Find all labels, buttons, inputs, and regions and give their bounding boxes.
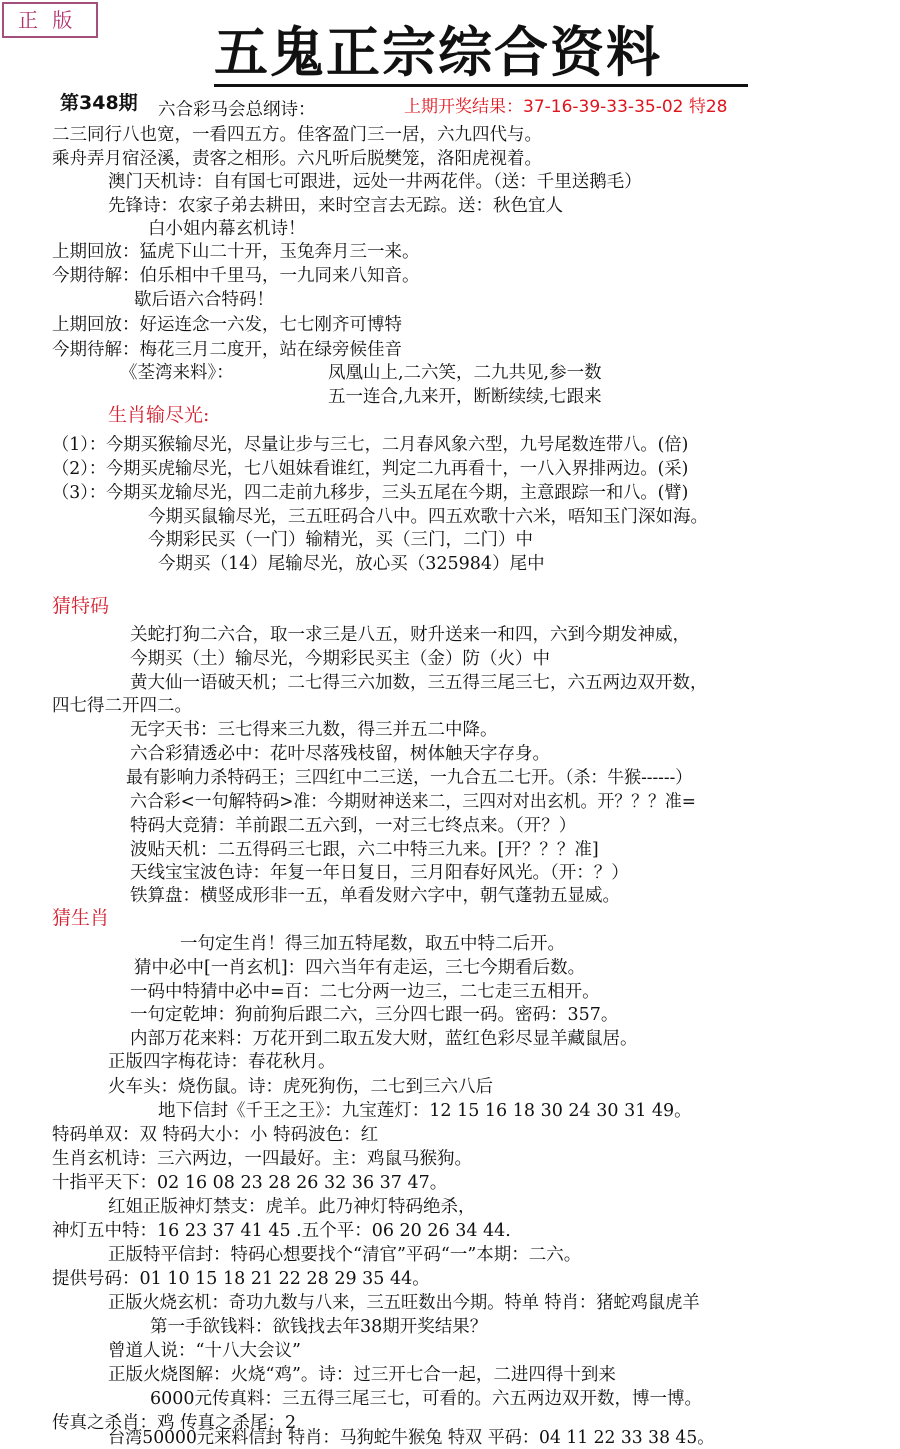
text-line: 六合彩<一句解特码>准：今期财神送来二，三四对对出玄机。开？？？准= [130, 792, 696, 812]
text-line: 今期买（土）输尽光，今期彩民买主（金）防（火）中 [130, 649, 550, 669]
text-line: 传真之杀肖：鸡 传真之杀尾：2 [52, 1413, 297, 1433]
text-line: 澳门天机诗：自有国七可跟进，远处一井两花伴。（送：千里送鹅毛） [108, 172, 642, 192]
text-line: 铁算盘：横竖成形非一五，单看发财六字中，朝气蓬勃五显威。 [130, 886, 620, 906]
text-line: 特码大竞猜：羊前跟二五六到，一对三七终点来。（开？） [130, 816, 577, 836]
text-line: 特码单双：双 特码大小：小 特码波色：红 [52, 1125, 379, 1145]
section-heading: 猜生肖 [52, 907, 110, 929]
text-line: 凤凰山上,二六笑，二九共见,参一数 [328, 363, 602, 383]
text-line: 内部万花来料：万花开到二取五发大财，蓝红色彩尽显羊藏鼠居。 [130, 1029, 638, 1049]
text-line: （2）：今期买虎输尽光，七八姐妹看谁红，判定二九再看十，一八入界排两边。(采) [52, 459, 689, 479]
section-heading: 生肖输尽光: [108, 404, 210, 426]
text-line: 十指平天下：02 16 08 23 28 26 32 36 37 47。 [52, 1173, 448, 1193]
issue-number: 第348期 [60, 92, 138, 114]
text-line: 今期买（14）尾输尽光，放心买（325984）尾中 [158, 554, 545, 574]
text-line: 乘舟弄月宿泾溪，责客之相形。六凡听后脱樊笼，洛阳虎视着。 [52, 149, 542, 169]
text-line: 今期待解：梅花三月二度开，站在绿旁候佳音 [52, 340, 402, 360]
text-line: 《荃湾来料》： [120, 363, 234, 383]
text-line: 猜中必中[一肖玄机]：四六当年有走运，三七今期看后数。 [134, 958, 586, 978]
text-line: 关蛇打狗二六合，取一求三是八五，财升送来一和四，六到今期发神威， [130, 625, 690, 645]
text-line: 正版火烧图解：火烧“鸡”。诗：过三开七合一起，二进四得十到来 [108, 1365, 616, 1385]
text-line: 曾道人说：“十八大会议” [108, 1341, 301, 1361]
text-line: 第一手欲钱料：欲钱找去年38期开奖结果？ [150, 1317, 488, 1337]
text-line: 正版四字梅花诗：春花秋月。 [108, 1052, 336, 1072]
section-heading: 猜特码 [52, 595, 110, 617]
text-line: 四七得二开四二。 [52, 696, 192, 716]
text-line: 无字天书：三七得来三九数，得三并五二中降。 [130, 720, 498, 740]
text-line: 六合彩猜透必中：花叶尽落残枝留，树体触天字存身。 [130, 744, 550, 764]
text-line: 火车头：烧伤鼠。诗：虎死狗伤，二七到三六八后 [108, 1077, 493, 1097]
text-line: 黄大仙一语破天机；二七得三六加数，三五得三尾三七，六五两边双开数， [130, 673, 708, 693]
text-line: （1）：今期买猴输尽光，尽量让步与三七，二月春风象六型，九号尾数连带八。(倍) [52, 435, 689, 455]
text-line: 五一连合,九来开，断断续续,七跟来 [328, 387, 602, 407]
last-draw-result: 上期开奖结果：37-16-39-33-35-02 特28 [404, 97, 728, 117]
text-line: 一句定生肖！得三加五特尾数，取五中特二后开。 [180, 934, 565, 954]
text-line: 提供号码：01 10 15 18 21 22 28 29 35 44。 [52, 1269, 430, 1289]
text-line: 先锋诗：农家子弟去耕田，来时空言去无踪。送：秋色宜人 [108, 196, 563, 216]
text-line: 最有影响力杀特码王；三四红中二三送，一九合五二七开。（杀：牛猴------） [126, 768, 693, 788]
text-line: （3）：今期买龙输尽光，四二走前九移步，三头五尾在今期，主意跟踪一和八。(臂) [52, 483, 689, 503]
text-line: 一句定乾坤：狗前狗后跟二六，三分四七跟一码。密码：357。 [130, 1005, 619, 1025]
text-line: 白小姐内幕玄机诗！ [148, 219, 306, 239]
text-line: 生肖玄机诗：三六两边，一四最好。主：鸡鼠马猴狗。 [52, 1149, 472, 1169]
text-line: 歇后语六合特码！ [134, 290, 274, 310]
text-line: 正版火烧玄机：奇功九数与八来，三五旺数出今期。特单 特肖：猪蛇鸡鼠虎羊 [108, 1293, 700, 1313]
text-line: 一码中特猜中必中=百：二七分两一边三，二七走三五相开。 [130, 982, 600, 1002]
text-line: 上期回放：猛虎下山二十开，玉兔奔月三一来。 [52, 242, 420, 262]
text-line: 红姐正版神灯禁支：虎羊。此乃神灯特码绝杀， [108, 1197, 476, 1217]
text-line: 二三同行八也宽，一看四五方。佳客盈门三一居，六九四代与。 [52, 125, 542, 145]
text-line: 上期回放：好运连念一六发，七七刚齐可博特 [52, 315, 402, 335]
text-line: 今期彩民买（一门）输精光，买（三门，二门）中 [148, 530, 533, 550]
text-line: 今期买鼠输尽光，三五旺码合八中。四五欢歌十六米，唔知玉门深如海。 [148, 507, 708, 527]
page-title: 五鬼正宗综合资料 [214, 20, 748, 87]
text-line: 台湾50000元来料信封 特肖：马狗蛇牛猴兔 特双 平码：04 11 22 33 38 45。 [108, 1428, 715, 1448]
text-line: 天线宝宝波色诗：年复一年日复日，三月阳春好风光。（开：？） [130, 863, 629, 883]
poem-heading: 六合彩马会总纲诗： [158, 100, 316, 120]
edition-badge: 正 版 [2, 2, 98, 38]
text-line: 6000元传真料：三五得三尾三七，可看的。六五两边双开数，博一博。 [150, 1389, 703, 1409]
text-line: 地下信封《千王之王》：九宝莲灯：12 15 16 18 30 24 30 31 49。 [158, 1101, 692, 1121]
text-line: 正版特平信封：特码心想要找个“清官”平码“一”本期：二六。 [108, 1245, 582, 1265]
text-line: 神灯五中特：16 23 37 41 45 .五个平：06 20 26 34 44. [52, 1221, 511, 1241]
text-line: 今期待解：伯乐相中千里马，一九同来八知音。 [52, 266, 420, 286]
text-line: 波贴天机：二五得码三七跟，六二中特三九来。[开？？？准] [130, 840, 599, 860]
